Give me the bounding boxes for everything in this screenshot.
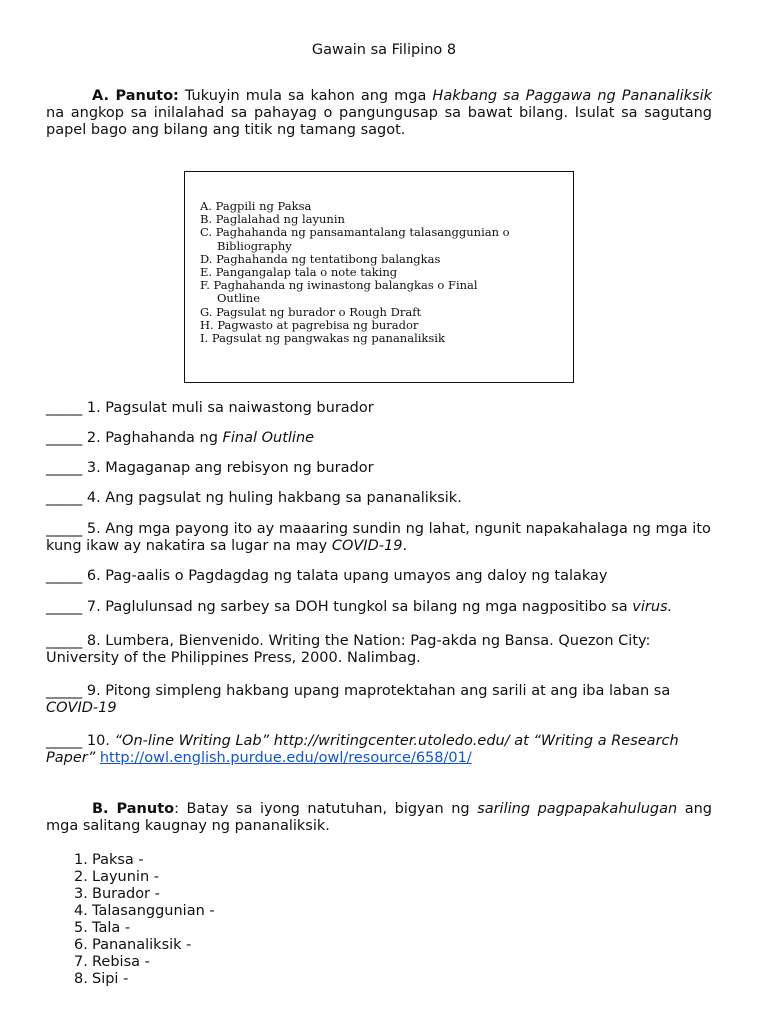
choices-list <box>200 200 510 345</box>
answer-blank: _____ <box>46 599 83 615</box>
answer-blank: _____ <box>46 521 83 537</box>
question-2: _____ 2. Paghahanda ng Final Outline <box>46 430 315 446</box>
list-item: 5. Tala - <box>74 920 131 936</box>
answer-blank: _____ <box>46 430 83 446</box>
choice-c: C. Paghahanda ng pansamantalang talasanggunian o <box>200 225 510 240</box>
answer-blank: _____ <box>46 460 83 476</box>
question-3: _____ 3. Magaganap ang rebisyon ng burador <box>46 460 374 476</box>
question-1: _____ 1. Pagsulat muli sa naiwastong burador <box>46 400 374 416</box>
part-b-instructions: B. Panuto: Batay sa iyong natutuhan, bigyan ng sariling pagpapakahulugan ang mga salitang kaugnay ng pananaliksik. <box>46 801 713 834</box>
question-6: _____ 6. Pag-aalis o Pagdagdag ng talata upang umayos ang daloy ng talakay <box>46 568 608 584</box>
question-5: _____ 5. Ang mga payong ito ay maaaring sundin ng lahat, ngunit napakahalaga ng mga ito kung ikaw ay nakatira sa lugar na may COVID-19. <box>46 521 711 554</box>
part-b-label: B. Panuto <box>92 801 175 817</box>
choice-f-continued: Outline <box>217 291 261 306</box>
answer-blank: _____ <box>46 400 83 416</box>
choice-h: H. Pagwasto at pagrebisa ng burador <box>200 317 419 332</box>
answer-blank: _____ <box>46 490 83 506</box>
answer-blank: _____ <box>46 733 83 749</box>
page-title: Gawain sa Filipino 8 <box>311 42 457 58</box>
list-item: 7. Rebisa - <box>74 954 150 970</box>
list-item: 3. Burador - <box>74 886 160 902</box>
terms-list <box>46 852 215 988</box>
question-4: _____ 4. Ang pagsulat ng huling hakbang sa pananaliksik. <box>46 490 462 506</box>
question-8: _____ 8. Lumbera, Bienvenido. Writing the Nation: Pag-akda ng Bansa. Quezon City: University of the Philippines Press, 2000. Nalimbag. <box>46 633 651 666</box>
list-item: 6. Pananaliksik - <box>74 937 192 953</box>
list-item: 1. Paksa - <box>74 852 144 868</box>
owl-purdue-link[interactable]: http://owl.english.purdue.edu/owl/resource/658/01/ <box>99 750 472 766</box>
list-item: 8. Sipi - <box>74 971 129 987</box>
choice-a: A. Pagpili ng Paksa <box>200 199 312 213</box>
choice-i: I. Pagsulat ng pangwakas ng pananaliksik <box>200 331 445 346</box>
choice-b: B. Paglalahad ng layunin <box>200 212 345 227</box>
choices-box <box>184 171 574 383</box>
choice-d: D. Paghahanda ng tentatibong balangkas <box>200 251 441 266</box>
question-9: _____ 9. Pitong simpleng hakbang upang maprotektahan ang sarili at ang iba laban sa COVID-19 <box>46 683 671 716</box>
list-item: 4. Talasanggunian - <box>74 903 215 919</box>
question-10: _____ 10. “On-line Writing Lab” http://writingcenter.utoledo.edu/ at “Writing a Research Paper” http://owl.english.purdue.edu/owl/resource/658/01/ <box>46 733 679 766</box>
question-7: _____ 7. Paglulunsad ng sarbey sa DOH tungkol sa bilang ng mga nagpositibo sa virus. <box>46 599 673 615</box>
answer-blank: _____ <box>46 633 83 649</box>
part-a-instructions: A. Panuto: Tukuyin mula sa kahon ang mga Hakbang sa Paggawa ng Pananaliksik na angkop sa inilalahad sa pahayag o pangungusap sa bawat bilang. Isulat sa sagutang papel bago ang bilang ang titik ng tamang sagot. <box>46 88 712 138</box>
choice-c-continued: Bibliography <box>217 238 292 253</box>
choice-f: F. Paghahanda ng iwinastong balangkas o Final <box>200 278 478 293</box>
choice-g: G. Pagsulat ng burador o Rough Draft <box>200 304 422 319</box>
choice-e: E. Pangangalap tala o note taking <box>200 265 398 280</box>
part-a-label: A. Panuto: <box>92 88 179 104</box>
list-item: 2. Layunin - <box>74 869 159 885</box>
answer-blank: _____ <box>46 683 83 699</box>
answer-blank: _____ <box>46 568 83 584</box>
